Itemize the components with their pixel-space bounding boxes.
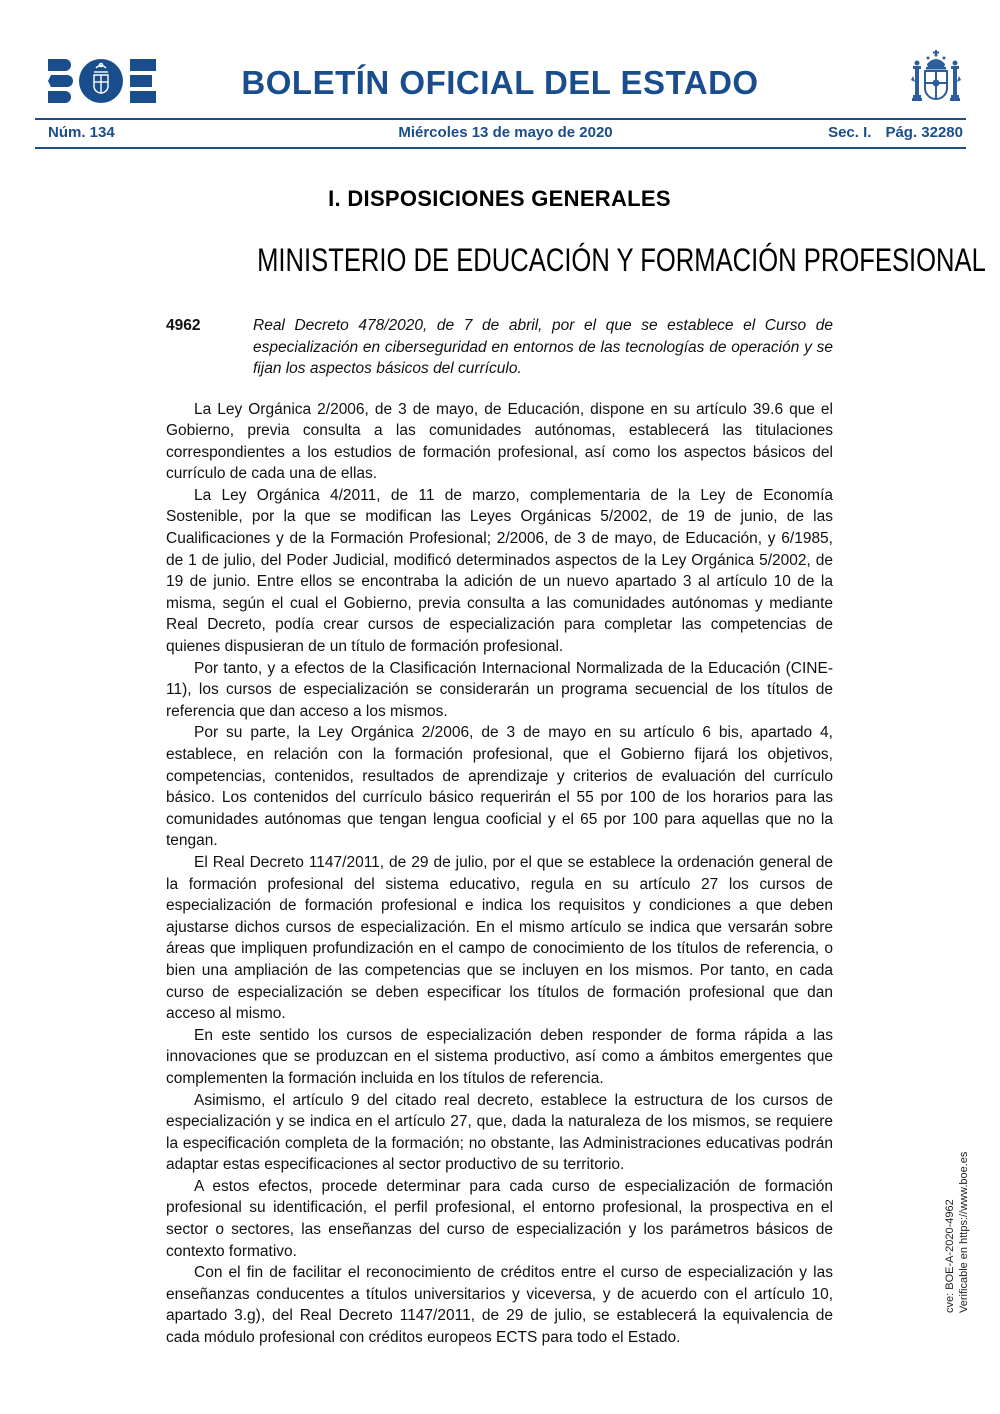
section-heading: I. DISPOSICIONES GENERALES bbox=[328, 186, 671, 211]
body-paragraph: En este sentido los cursos de especialización deben responder de forma rápida a las innovaciones que se produzcan en el sistema productivo, así como a ámbitos emergentes que complementen la formación incluida en los títulos de referencia. bbox=[166, 1026, 833, 1087]
ministry-heading bbox=[166, 242, 986, 279]
ministry-heading-text: MINISTERIO DE EDUCACIÓN Y FORMACIÓN PROFESIONAL bbox=[257, 242, 986, 278]
decree-item-summary: Real Decreto 478/2020, de 7 de abril, por el que se establece el Curso de especialización en ciberseguridad en entornos de las tecnologías de operación y se fijan los aspectos básicos del currículo. bbox=[253, 317, 833, 377]
issue-date: Miércoles 13 de mayo de 2020 bbox=[398, 124, 613, 141]
verification-url: Verificable en https://www.boe.es bbox=[957, 1151, 970, 1313]
header-meta-row bbox=[48, 124, 963, 144]
header-rule-top bbox=[35, 118, 966, 120]
body-paragraph: El Real Decreto 1147/2011, de 29 de julio, por el que se establece la ordenación general de la formación profesional del sistema educativo, regula en su artículo 27 los cursos de especialización de formación profesional e indica los requisitos y condiciones a que deben ajustarse dichos cursos de especialización. En el mismo artículo se indica que versarán sobre áreas que impliquen profundización en el campo de conocimiento de los títulos de referencia, o bien una ampliación de las competencias que se incluyen en los mismos. Por tanto, en cada curso de especialización se deben especificar los títulos de formación profesional que dan acceso al mismo. bbox=[166, 853, 833, 1023]
body-paragraph: Asimismo, el artículo 9 del citado real decreto, establece la estructura de los cursos de especialización y se indica en el artículo 27, que, dada la naturaleza de los mismos, se requiere la especificación completa de la formación; no obstante, las Administraciones educativas podrán adaptar estas especificaciones al sector productivo de su territorio. bbox=[166, 1091, 833, 1174]
section-label: Sec. I. bbox=[828, 124, 872, 141]
page-number-label: Pág. 32280 bbox=[885, 124, 963, 141]
decree-summary-row bbox=[166, 315, 833, 380]
decree-item-number: 4962 bbox=[166, 317, 201, 334]
document-body bbox=[166, 399, 833, 1349]
header-rule-bottom bbox=[35, 147, 966, 149]
section-page-group bbox=[828, 124, 963, 141]
body-paragraph: Por su parte, la Ley Orgánica 2/2006, de 3 de mayo en su artículo 6 bis, apartado 4, establece, en relación con la formación profesional, que el Gobierno fijará los objetivos, competencias, contenidos, resultados de aprendizaje y criterios de evaluación del currículo básico. Los contenidos del currículo básico requerirán el 55 por 100 de los horarios para las comunidades autónomas que tengan lengua cooficial y el 65 por 100 para aquellas que no la tengan. bbox=[166, 724, 833, 850]
body-paragraph: Con el fin de facilitar el reconocimiento de créditos entre el curso de especialización y las enseñanzas conducentes a títulos universitarios y viceversa, y de acuerdo con el artículo 10, apartado 3.g), del Real Decreto 1147/2011, de 29 de julio, se establecerá la equivalencia de cada módulo profesional con créditos europeos ECTS para todo el Estado. bbox=[166, 1264, 833, 1347]
spain-coat-of-arms-icon bbox=[911, 50, 961, 110]
cve-code: cve: BOE-A-2020-4962 bbox=[944, 1199, 956, 1313]
body-paragraph: La Ley Orgánica 2/2006, de 3 de mayo, de Educación, dispone en su artículo 39.6 que el Gobierno, previa consulta a las comunidades autónomas, establecerá las titulaciones correspondientes a los estudios de formación profesional, así como los aspectos básicos del currículo de cada una de ellas. bbox=[166, 400, 833, 483]
body-paragraph: A estos efectos, procede determinar para cada curso de especialización de formación profesional su identificación, el perfil profesional, el entorno profesional, la prospectiva en el sector o sectores, las enseñanzas del curso de especialización y los parámetros básicos de contexto formativo. bbox=[166, 1177, 833, 1260]
masthead-title: BOLETÍN OFICIAL DEL ESTADO bbox=[241, 64, 759, 101]
issue-number: Núm. 134 bbox=[48, 124, 115, 141]
body-paragraph: Por tanto, y a efectos de la Clasificación Internacional Normalizada de la Educación (CINE-11), los cursos de especialización se considerarán un programa secuencial de los títulos de referencia que dan acceso a los mismos. bbox=[166, 659, 833, 720]
body-paragraph: La Ley Orgánica 4/2011, de 11 de marzo, complementaria de la Ley de Economía Sostenible, por la que se modifican las Leyes Orgánicas 5/2002, de 19 de junio, de las Cualificaciones y de la Formación Profesional; 2/2006, de 3 de mayo, de Educación, y 6/1985, de 1 de julio, del Poder Judicial, modificó determinados aspectos de la Ley Orgánica 5/2002, de 19 de junio. Entre ellos se encontraba la adición de un nuevo apartado 3 al artículo 10 de la misma, según el cual el Gobierno, previa consulta a las comunidades autónomas y mediante Real Decreto, podía crear cursos de especialización para completar las competencias de quienes dispusieran de un título de formación profesional. bbox=[166, 486, 833, 656]
verification-sidebar bbox=[944, 1152, 971, 1313]
